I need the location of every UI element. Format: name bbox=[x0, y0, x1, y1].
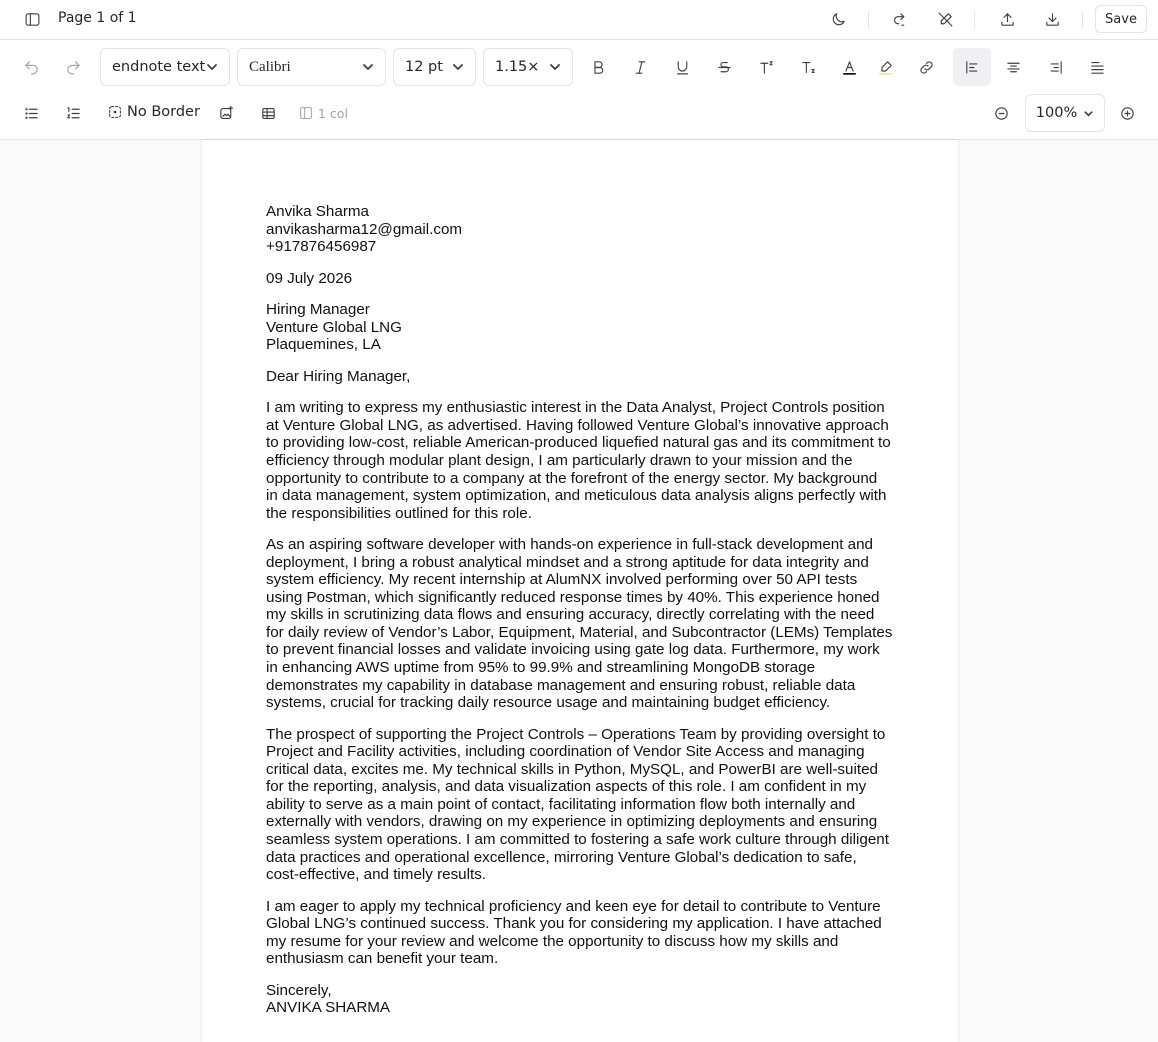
highlight-color-icon[interactable] bbox=[869, 51, 901, 83]
text-line: the responsibilities outlined for this role. bbox=[266, 504, 532, 522]
line-spacing-value: 1.15× bbox=[495, 59, 540, 75]
dark-mode-icon[interactable] bbox=[822, 3, 854, 35]
text-line: The prospect of supporting the Project Controls – Operations Team by providing oversight to bbox=[266, 725, 886, 743]
document-page[interactable] bbox=[202, 140, 958, 1042]
text-line: at Venture Global LNG, as advertised. Having followed Venture Global’s innovative approach bbox=[266, 416, 889, 434]
text-line: to prevent financial losses and validate invoicing using gate log data. Furthermore, my work bbox=[266, 641, 880, 659]
text-line: demonstrates my capability in database management and ensuring robust, reliable data bbox=[266, 676, 856, 694]
text-line: ability to serve as a main point of contact, facilitating information flow both internally and bbox=[266, 795, 856, 813]
salutation bbox=[266, 368, 896, 386]
paragraph-4 bbox=[266, 898, 896, 968]
text-line: in enhancing AWS uptime from 95% to 99.9% and streamlining MongoDB storage bbox=[266, 659, 816, 677]
text-line: Project and Facility activities, including coordination of Vendor Site Access and managing bbox=[266, 743, 865, 761]
divider bbox=[1082, 11, 1083, 29]
columns-label: 1 col bbox=[318, 105, 348, 121]
columns-icon bbox=[298, 105, 314, 121]
bullet-list-icon[interactable] bbox=[15, 97, 47, 129]
align-left-icon[interactable] bbox=[953, 48, 991, 86]
subscript-icon[interactable] bbox=[792, 51, 824, 83]
text-line: seamless system operations. I am committed to fostering a safe work culture through diligent bbox=[266, 830, 889, 848]
text-line: to providing low-cost, reliable American-produced liquefied natural gas and its commitment to bbox=[266, 434, 891, 452]
text-line: my skills in scrutinizing data flows and ensuring accuracy, directly correlating with the need bbox=[266, 606, 875, 624]
superscript-icon[interactable] bbox=[750, 51, 782, 83]
chevron-down-icon bbox=[1083, 108, 1094, 119]
text-line: systems, crucial for tracking daily resource usage and maintaining budget efficiency. bbox=[266, 694, 831, 712]
download-icon[interactable] bbox=[1036, 3, 1068, 35]
paragraph-style-value: endnote text bbox=[112, 59, 206, 75]
italic-icon[interactable] bbox=[624, 51, 656, 83]
zoom-value: 100% bbox=[1035, 105, 1078, 121]
text-color-icon[interactable] bbox=[833, 51, 865, 83]
text-line: critical data, excites me. My technical skills in Python, MySQL, and PowerBI are well-suited bbox=[266, 760, 878, 778]
numbered-list-icon[interactable] bbox=[57, 97, 89, 129]
signature-name: ANVIKA SHARMA bbox=[266, 999, 391, 1017]
recipient-company: Venture Global LNG bbox=[266, 318, 402, 336]
undo-history-icon[interactable] bbox=[883, 3, 915, 35]
text-line: Global LNG’s continued success. Thank you for considering my application. I have attached bbox=[266, 915, 882, 933]
font-size-select[interactable] bbox=[393, 48, 476, 86]
line-spacing-select[interactable] bbox=[483, 48, 573, 86]
text-line: in data management, system optimization, and meticulous data analysis aligns perfectly with bbox=[266, 487, 887, 505]
paragraph-2 bbox=[266, 536, 896, 711]
dashed-border-icon bbox=[107, 104, 123, 120]
text-line: As an aspiring software developer with hands-on experience in full-stack development and bbox=[266, 536, 874, 554]
zoom-in-icon[interactable] bbox=[1111, 97, 1143, 129]
redo-icon[interactable] bbox=[57, 51, 89, 83]
chevron-down-icon bbox=[362, 61, 374, 73]
paragraph-style-select[interactable] bbox=[100, 48, 230, 86]
closing-text: Sincerely, bbox=[266, 981, 332, 999]
salutation-text: Dear Hiring Manager, bbox=[266, 367, 411, 385]
sender-name: Anvika Sharma bbox=[266, 203, 369, 220]
insert-image-icon[interactable] bbox=[210, 97, 242, 129]
font-family-value: Calibri bbox=[249, 58, 291, 75]
columns-button[interactable] bbox=[298, 105, 348, 121]
text-line: system efficiency. My recent internship at AlumNX involved performing over 50 API tests bbox=[266, 571, 858, 589]
align-right-icon[interactable] bbox=[1039, 51, 1071, 83]
text-line: enthusiasm can benefit your team. bbox=[266, 950, 499, 968]
paragraph-1 bbox=[266, 399, 896, 522]
disable-editing-icon[interactable] bbox=[929, 3, 961, 35]
text-line: cost-effective, and timely results. bbox=[266, 866, 487, 884]
text-line: efficiency through modular plant design, I am particularly drawn to your mission and the bbox=[266, 452, 853, 470]
sender-email: anvikasharma12@gmail.com bbox=[266, 220, 463, 238]
chevron-down-icon bbox=[206, 61, 218, 73]
undo-icon[interactable] bbox=[15, 51, 47, 83]
sidebar-toggle-icon[interactable] bbox=[16, 3, 48, 35]
document-body[interactable] bbox=[266, 203, 896, 1031]
text-line: I am eager to apply my technical proficiency and keen eye for detail to contribute to Venture bbox=[266, 897, 881, 915]
zoom-out-icon[interactable] bbox=[985, 97, 1017, 129]
align-center-icon[interactable] bbox=[997, 51, 1029, 83]
divider bbox=[868, 11, 869, 29]
border-style-button[interactable] bbox=[107, 104, 200, 120]
chevron-down-icon bbox=[452, 61, 464, 73]
text-line: for daily review of Vendor’s Labor, Equipment, Material, and Subcontractor (LEMs) Templates bbox=[266, 623, 893, 641]
text-line: using Postman, which significantly reduced response times by 40%. This experience honed bbox=[266, 588, 880, 606]
save-button[interactable]: Save bbox=[1095, 5, 1147, 33]
page-indicator: Page 1 of 1 bbox=[58, 10, 137, 26]
top-bar bbox=[0, 0, 1158, 40]
text-line: opportunity to contribute to a company at the forefront of the energy sector. My background bbox=[266, 469, 878, 487]
text-line: my resume for your review and welcome the opportunity to discuss how my skills and bbox=[266, 932, 839, 950]
font-family-select[interactable] bbox=[237, 48, 386, 86]
font-size-value: 12 pt bbox=[405, 59, 443, 75]
align-justify-icon[interactable] bbox=[1081, 51, 1113, 83]
letter-date bbox=[266, 270, 896, 288]
underline-icon[interactable] bbox=[666, 51, 698, 83]
closing-block bbox=[266, 982, 896, 1017]
sender-phone: +917876456987 bbox=[266, 238, 377, 256]
text-line: for the reporting, analysis, and data visualization aspects of this role. I am confident in my bbox=[266, 778, 867, 796]
recipient-location: Plaquemines, LA bbox=[266, 336, 381, 354]
text-line: data practices and operational excellence, mirroring Venture Global’s dedication to safe, bbox=[266, 848, 857, 866]
border-style-label: No Border bbox=[127, 104, 200, 120]
strikethrough-icon[interactable] bbox=[708, 51, 740, 83]
divider bbox=[974, 11, 975, 29]
chevron-down-icon bbox=[549, 61, 561, 73]
text-line: deployment, I bring a robust analytical mindset and a strong aptitude for data integrity and bbox=[266, 553, 869, 571]
recipient-title: Hiring Manager bbox=[266, 301, 370, 319]
table-icon[interactable] bbox=[252, 97, 284, 129]
formatting-toolbar bbox=[0, 40, 1158, 93]
link-icon[interactable] bbox=[910, 51, 942, 83]
zoom-select[interactable] bbox=[1025, 94, 1105, 132]
bold-icon[interactable] bbox=[582, 51, 614, 83]
paragraph-3 bbox=[266, 726, 896, 884]
text-line: externally with vendors, drawing on my experience in optimizing deployments and ensuring bbox=[266, 813, 878, 831]
sender-block bbox=[266, 203, 896, 256]
text-line: I am writing to express my enthusiastic interest in the Data Analyst, Project Controls position bbox=[266, 399, 885, 417]
recipient-block bbox=[266, 301, 896, 354]
upload-icon[interactable] bbox=[991, 3, 1023, 35]
date-text: 09 July 2026 bbox=[266, 269, 353, 287]
